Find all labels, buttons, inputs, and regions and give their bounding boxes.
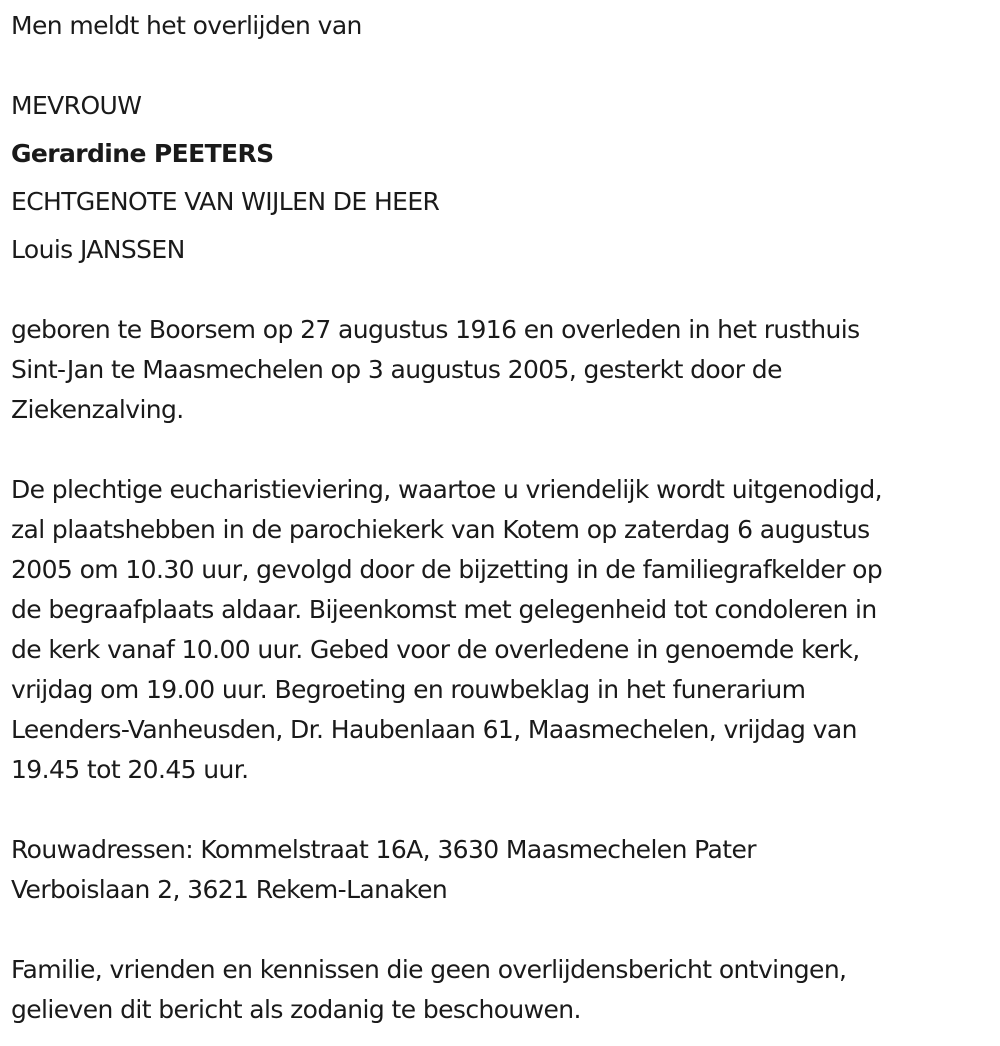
closing-paragraph xyxy=(11,950,992,1030)
paragraph-line: Verboislaan 2, 3621 Rekem-Lanaken xyxy=(11,875,448,904)
paragraph-line: Rouwadressen: Kommelstraat 16A, 3630 Maasmechelen Pater xyxy=(11,835,756,864)
ceremony-paragraph xyxy=(11,470,992,790)
paragraph-line: 2005 om 10.30 uur, gevolgd door de bijzetting in de familiegrafkelder op xyxy=(11,555,883,584)
paragraph-line: de kerk vanaf 10.00 uur. Gebed voor de overledene in genoemde kerk, xyxy=(11,635,860,664)
intro-text: Men meldt het overlijden van xyxy=(11,11,362,40)
paragraph-line: Leenders-Vanheusden, Dr. Haubenlaan 61, Maasmechelen, vrijdag van xyxy=(11,715,857,744)
paragraph-line: Familie, vrienden en kennissen die geen overlijdensbericht ontvingen, xyxy=(11,955,847,984)
paragraph-line: De plechtige eucharistieviering, waartoe u vriendelijk wordt uitgenodigd, xyxy=(11,475,882,504)
relation-text: ECHTGENOTE VAN WIJLEN DE HEER xyxy=(11,187,440,216)
spouse-name: Louis JANSSEN xyxy=(11,235,185,264)
deceased-name: Gerardine PEETERS xyxy=(11,139,274,168)
paragraph-line: Sint-Jan te Maasmechelen op 3 augustus 2005, gesterkt door de xyxy=(11,355,782,384)
paragraph-line: vrijdag om 19.00 uur. Begroeting en rouwbeklag in het funerarium xyxy=(11,675,806,704)
paragraph-line: de begraafplaats aldaar. Bijeenkomst met gelegenheid tot condoleren in xyxy=(11,595,877,624)
honorific: MEVROUW xyxy=(11,91,142,120)
birth-death-paragraph xyxy=(11,310,992,430)
paragraph-line: zal plaatshebben in de parochiekerk van Kotem op zaterdag 6 augustus xyxy=(11,515,870,544)
paragraph-line: 19.45 tot 20.45 uur. xyxy=(11,755,249,784)
paragraph-line: Ziekenzalving. xyxy=(11,395,184,424)
paragraph-line: geboren te Boorsem op 27 augustus 1916 en overleden in het rusthuis xyxy=(11,315,860,344)
addresses-paragraph xyxy=(11,830,992,910)
paragraph-line: gelieven dit bericht als zodanig te beschouwen. xyxy=(11,995,581,1024)
